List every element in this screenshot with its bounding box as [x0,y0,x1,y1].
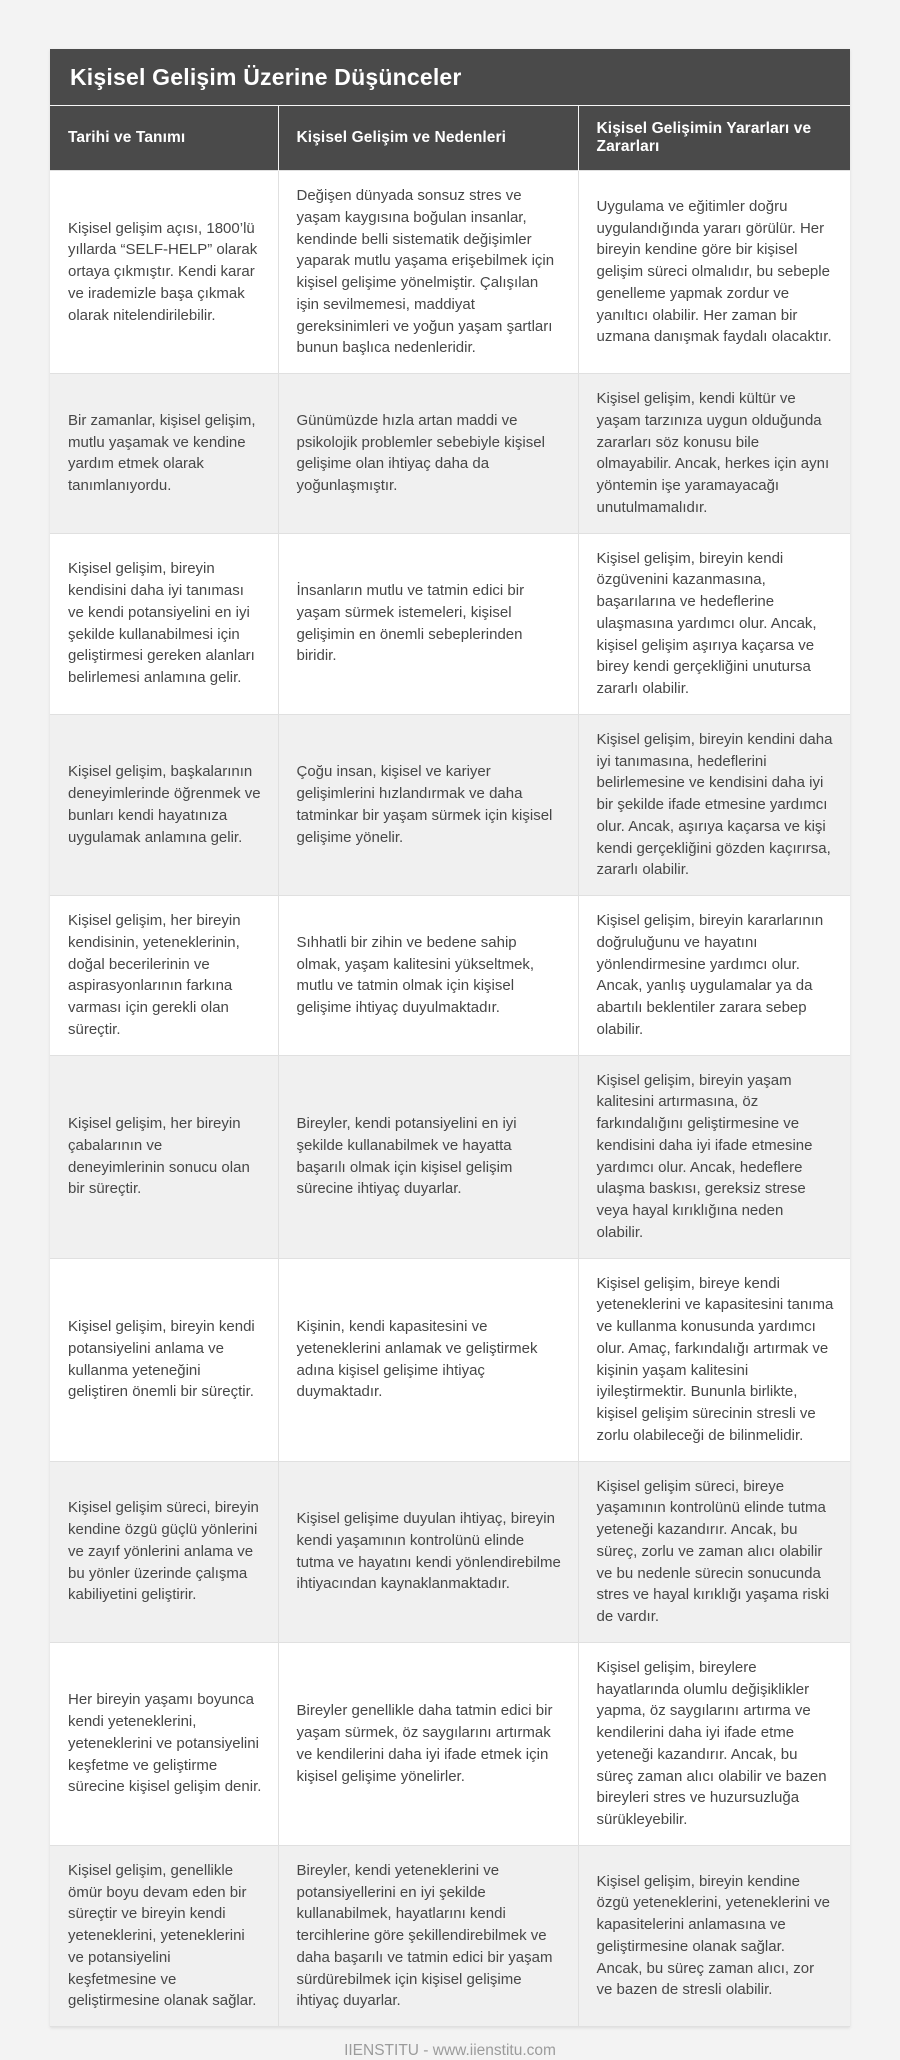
table-cell: Kişisel gelişim süreci, bireyin kendine özgü güçlü yönlerini ve zayıf yönlerini anlama ve bu yönler üzerinde çalışma kabiliyetini geliştirir. [50,1461,278,1642]
table-row [50,374,850,534]
table-cell: Kişisel gelişim, bireyin kendine özgü yeteneklerini, yeteneklerini ve kapasitelerini anlamasına ve geliştirmesine olanak sağlar. Ancak, bu süreç zaman alıcı, zor ve bazen de stresli olabilir. [578,1845,850,2026]
personal-development-table [50,106,850,2027]
table-cell: Bir zamanlar, kişisel gelişim, mutlu yaşamak ve kendine yardım etmek olarak tanımlanıyordu. [50,374,278,534]
table-cell: Bireyler genellikle daha tatmin edici bir yaşam sürmek, öz saygılarını artırmak ve kendilerini daha iyi ifade etmek için kişisel gelişime yönelirler. [278,1642,578,1845]
table-cell: Çoğu insan, kişisel ve kariyer gelişimlerini hızlandırmak ve daha tatminkar bir yaşam sürmek için kişisel gelişime yönelir. [278,714,578,895]
table-cell: Kişisel gelişim, genellikle ömür boyu devam eden bir süreçtir ve bireyin kendi yeteneklerini, yeteneklerini ve potansiyelini keşfetmesine ve geliştirmesine olanak sağlar. [50,1845,278,2026]
header-row [50,106,850,171]
table-cell: Kişisel gelişime duyulan ihtiyaç, bireyin kendi yaşamının kontrolünü elinde tutma ve hayatını kendi yönlendirebilme ihtiyacından kaynaklanmaktadır. [278,1461,578,1642]
table-row [50,533,850,714]
table-cell: Kişisel gelişim, bireyin kararlarının doğruluğunu ve hayatını yönlendirmesine yardımcı olur. Ancak, yanlış uygulamalar ya da abartılı beklentiler zarara sebep olabilir. [578,896,850,1056]
column-header-pros-cons: Kişisel Gelişimin Yararları ve Zararları [578,106,850,171]
content-card [50,49,850,2027]
table-cell: Kişisel gelişim, bireyin kendisini daha iyi tanıması ve kendi potansiyelini en iyi şekilde kullanabilmesi için geliştirmesi gereken alanları belirlemesi anlamına gelir. [50,533,278,714]
table-row [50,1642,850,1845]
table-row [50,171,850,374]
table-cell: Kişinin, kendi kapasitesini ve yeteneklerini anlamak ve geliştirmek adına kişisel gelişime ihtiyaç duymaktadır. [278,1258,578,1461]
table-cell: İnsanların mutlu ve tatmin edici bir yaşam sürmek istemeleri, kişisel gelişimin en önemli sebeplerinden biridir. [278,533,578,714]
table-cell: Kişisel gelişim, her bireyin kendisinin, yeteneklerinin, doğal becerilerinin ve aspirasyonlarının farkına varması için gerekli olan süreçtir. [50,896,278,1056]
table-row [50,714,850,895]
table-cell: Kişisel gelişim, bireyin yaşam kalitesini artırmasına, öz farkındalığını geliştirmesine ve kendisini daha iyi ifade etmesine yardımcı olur. Ancak, hedeflere ulaşma baskısı, gereksiz strese veya hayal kırıklığına neden olabilir. [578,1055,850,1258]
table-cell: Günümüzde hızla artan maddi ve psikolojik problemler sebebiyle kişisel gelişime olan ihtiyaç daha da yoğunlaşmıştır. [278,374,578,534]
table-cell: Uygulama ve eğitimler doğru uygulandığında yararı görülür. Her bireyin kendine göre bir kişisel gelişim süreci olmalıdır, bu sebeple genelleme yapmak zordur ve yanıltıcı olabilir. Her zaman bir uzmana danışmak faydalı olacaktır. [578,171,850,374]
table-cell: Kişisel gelişim, kendi kültür ve yaşam tarzınıza uygun olduğunda zararları söz konusu bile olmayabilir. Ancak, herkes için aynı yöntemin işe yaramayacağı unutulmamalıdır. [578,374,850,534]
table-cell: Kişisel gelişim, bireylere hayatlarında olumlu değişiklikler yapma, öz saygılarını artırma ve kendilerini daha iyi ifade etme yeteneği kazandırır. Ancak, bu süreç zaman alıcı olabilir ve bazen bireyleri stres ve huzursuzluğa sürükleyebilir. [578,1642,850,1845]
footer-credit: IIENSTITU - www.iienstitu.com [344,2042,556,2059]
table-cell: Kişisel gelişim, başkalarının deneyimlerinde öğrenmek ve bunları kendi hayatınıza uygulamak anlamına gelir. [50,714,278,895]
table-cell: Kişisel gelişim, bireye kendi yeteneklerini ve kapasitesini tanıma ve kullanma konusunda yardımcı olur. Amaç, farkındalığı artırmak ve kişinin yaşam kalitesini iyileştirmektir. Bununla birlikte, kişisel gelişim sürecinin stresli ve zorlu olabileceği de bilinmelidir. [578,1258,850,1461]
table-cell: Kişisel gelişim, bireyin kendini daha iyi tanımasına, hedeflerini belirlemesine ve kendisini daha iyi bir şekilde ifade etmesine yardımcı olur. Ancak, aşırıya kaçarsa ve kişi kendi gerçekliğini gözden kaçırırsa, zararlı olabilir. [578,714,850,895]
table-cell: Değişen dünyada sonsuz stres ve yaşam kaygısına boğulan insanlar, kendinde belli sistematik değişimler yaparak mutlu yaşama erişebilmek için kişisel gelişime yönelmiştir. Çalışılan işin sevilmemesi, maddiyat gereksinimleri ve yoğun yaşam şartları bunun başlıca nedenleridir. [278,171,578,374]
column-header-reasons: Kişisel Gelişim ve Nedenleri [278,106,578,171]
table-row [50,896,850,1056]
page-title: Kişisel Gelişim Üzerine Düşünceler [50,49,850,106]
table-cell: Her bireyin yaşamı boyunca kendi yeteneklerini, yeteneklerini ve potansiyelini keşfetme ve geliştirme sürecine kişisel gelişim denir. [50,1642,278,1845]
table-row [50,1258,850,1461]
table-row [50,1055,850,1258]
column-header-history: Tarihi ve Tanımı [50,106,278,171]
table-row [50,1461,850,1642]
table-cell: Kişisel gelişim açısı, 1800’lü yıllarda “SELF-HELP” olarak ortaya çıkmıştır. Kendi karar ve irademizle başa çıkmak olarak nitelendirilebilir. [50,171,278,374]
table-cell: Kişisel gelişim, her bireyin çabalarının ve deneyimlerinin sonucu olan bir süreçtir. [50,1055,278,1258]
table-cell: Bireyler, kendi yeteneklerini ve potansiyellerini en iyi şekilde kullanabilmek, hayatlarını kendi tercihlerine göre şekillendirebilmek ve daha başarılı ve tatmin edici bir yaşam sürdürebilmek için kişisel gelişime ihtiyaç duyarlar. [278,1845,578,2026]
table-cell: Kişisel gelişim, bireyin kendi potansiyelini anlama ve kullanma yeteneğini geliştiren önemli bir süreçtir. [50,1258,278,1461]
table-row [50,1845,850,2026]
table-cell: Sıhhatli bir zihin ve bedene sahip olmak, yaşam kalitesini yükseltmek, mutlu ve tatmin olmak için kişisel gelişime ihtiyaç duyulmaktadır. [278,896,578,1056]
table-cell: Bireyler, kendi potansiyelini en iyi şekilde kullanabilmek ve hayatta başarılı olmak için kişisel gelişim sürecine ihtiyaç duyarlar. [278,1055,578,1258]
table-cell: Kişisel gelişim süreci, bireye yaşamının kontrolünü elinde tutma yeteneği kazandırır. Ancak, bu süreç, zorlu ve zaman alıcı olabilir ve bu nedenle sürecin sonucunda stres ve hayal kırıklığı yaşama riski de vardır. [578,1461,850,1642]
table-cell: Kişisel gelişim, bireyin kendi özgüvenini kazanmasına, başarılarına ve hedeflerine ulaşmasına yardımcı olur. Ancak, kişisel gelişim aşırıya kaçarsa ve birey kendi gerçekliğini unutursa zararlı olabilir. [578,533,850,714]
